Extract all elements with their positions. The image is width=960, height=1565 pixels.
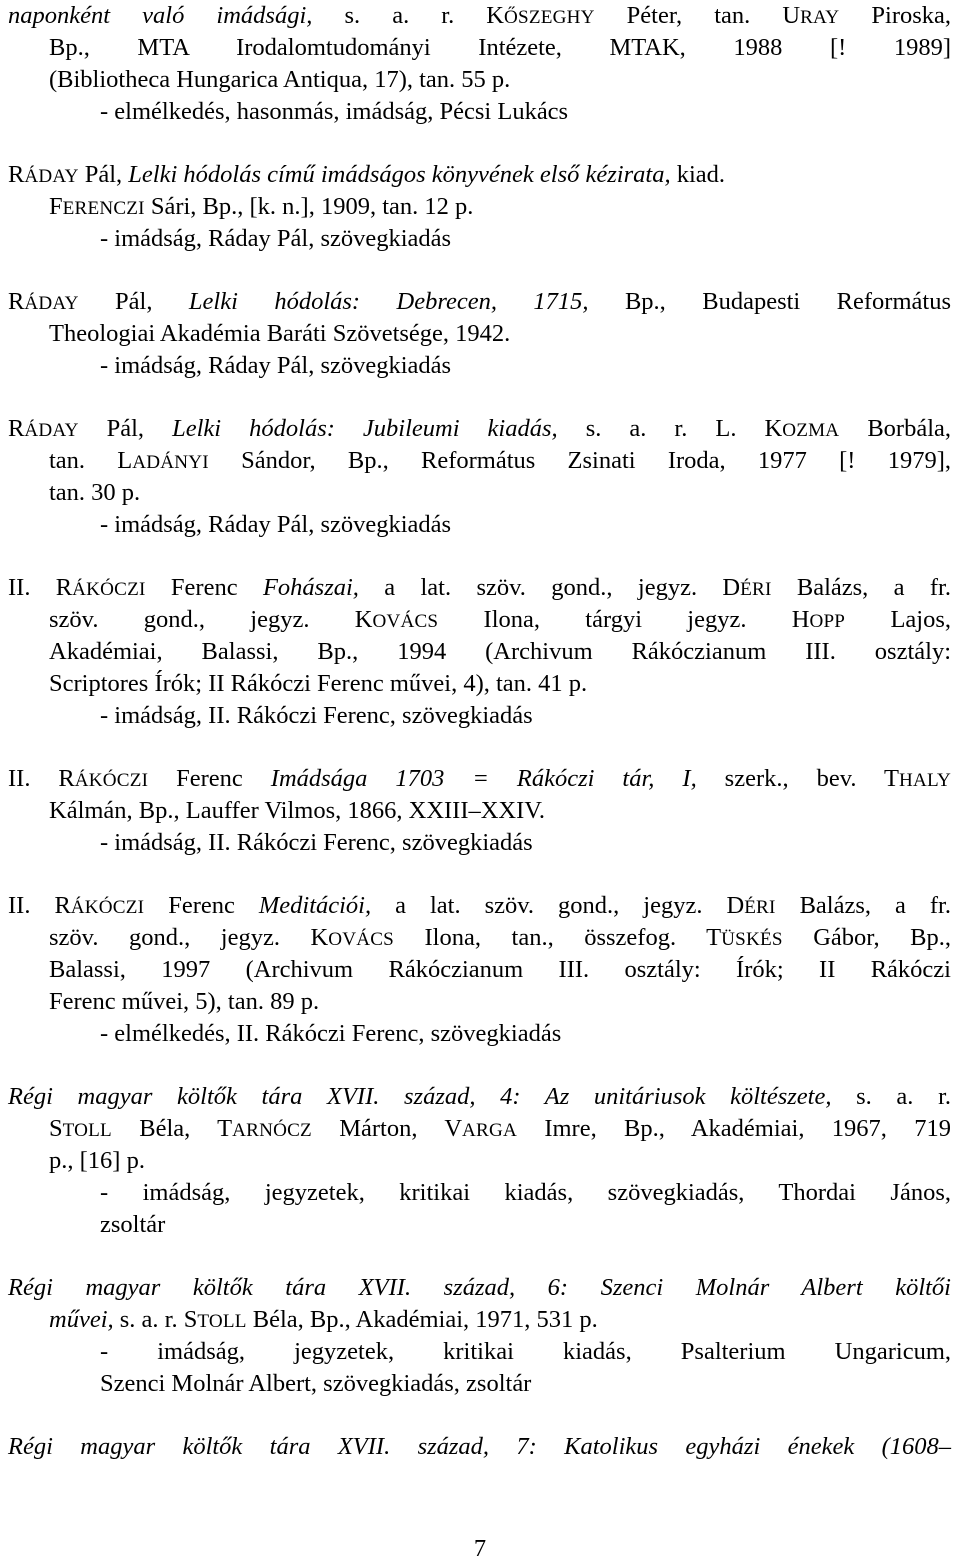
text-line (49, 477, 140, 509)
small-caps-name-run: ÜSKÉS (721, 929, 783, 950)
text-run: tan. L (49, 447, 133, 474)
small-caps-name-run: TOLL (62, 1120, 112, 1141)
text-run: - imádság, Ráday Pál, szövegkiadás (100, 352, 452, 379)
text-line (8, 159, 725, 193)
text-run: Ilona, tárgyi jegyz. H (438, 606, 810, 633)
text-line (49, 795, 545, 827)
italic-title-run: Fohászai, (262, 574, 359, 601)
italic-title-run: Régi magyar költők tára XVII. század, 7: Katolikus egyházi énekek (1608– (8, 1433, 951, 1460)
small-caps-name-run: ADÁNYI (132, 452, 209, 473)
text-line (49, 636, 951, 668)
text-line (100, 1177, 951, 1209)
small-caps-name-run: ÁDAY (24, 166, 79, 187)
text-line (49, 191, 473, 225)
italic-title-run: Régi magyar költők tára XVII. század, 6: Szenci Molnár Albert költői (8, 1274, 951, 1301)
text-run: Akadémiai, Balassi, Bp., 1994 (Archivum Rákóczianum III. osztály: (49, 638, 951, 665)
text-run: a lat. szöv. gond., jegyz. D (371, 892, 745, 919)
text-run: Sándor, Bp., Református Zsinati Iroda, 1977 [! 1979], (208, 447, 951, 474)
text-run: szöv. gond., jegyz. K (49, 606, 373, 633)
text-run: Theologiai Akadémia Baráti Szövetsége, 1942. (49, 320, 511, 347)
text-line (8, 763, 951, 797)
text-line (8, 0, 951, 34)
text-run: - elmélkedés, II. Rákóczi Ferenc, szövegkiadás (100, 1020, 562, 1047)
small-caps-name-run: ARNÓCZ (232, 1120, 312, 1141)
italic-title-run: Régi magyar költők tára XVII. század, 4: Az unitáriusok költészete, (8, 1083, 832, 1110)
text-run: - imádság, jegyzetek, kritikai kiadás, Psalterium Ungaricum, (100, 1338, 951, 1365)
text-run: - imádság, Ráday Pál, szövegkiadás (100, 225, 452, 252)
small-caps-name-run: ÁKÓCZI (70, 897, 145, 918)
text-run: Ferenc (145, 574, 263, 601)
text-line (100, 1018, 561, 1050)
small-caps-name-run: RAY (800, 7, 840, 28)
text-run: Ferenc (144, 892, 259, 919)
text-run: Balázs, a fr. (775, 892, 951, 919)
small-caps-name-run: ŐSZEGHY (504, 7, 595, 28)
small-caps-name-run: ÉRI (740, 579, 772, 600)
small-caps-name-run: OZMA (782, 420, 840, 441)
text-line (49, 922, 951, 956)
text-run: Kálmán, Bp., Lauffer Vilmos, 1866, XXIII–XXIV. (49, 797, 545, 824)
text-line (8, 1081, 951, 1113)
text-run: Borbála, (839, 415, 951, 442)
text-line (100, 350, 451, 382)
text-line (49, 668, 587, 700)
text-run: Pál, (78, 288, 189, 315)
text-line (100, 223, 451, 255)
text-run: Lajos, (845, 606, 951, 633)
text-line (49, 64, 510, 96)
text-line (49, 604, 951, 638)
text-line (100, 509, 451, 541)
text-line (49, 954, 951, 986)
italic-title-run: Lelki hódolás: Debrecen, 1715, (188, 288, 589, 315)
small-caps-name-run: ERENCZI (62, 198, 145, 219)
small-caps-name-run: ÁKÓCZI (72, 579, 146, 600)
text-run: Ilona, tan., összefog. T (393, 924, 722, 951)
small-caps-name-run: OVÁCS (372, 611, 439, 632)
text-run: szerk., bev. T (696, 765, 900, 792)
small-caps-name-run: HALY (899, 770, 951, 791)
text-run: - imádság, Ráday Pál, szövegkiadás (100, 511, 452, 538)
italic-title-run: Meditációi, (258, 892, 372, 919)
text-run: II. R (8, 892, 71, 919)
text-run: Pál, (78, 415, 173, 442)
italic-title-run: naponként való imádsági, (8, 2, 313, 29)
text-line (8, 286, 951, 320)
text-run: Scriptores Írók; II Rákóczi Ferenc művei, 4), tan. 41 p. (49, 670, 588, 697)
text-line (100, 96, 568, 128)
text-run: Bp., MTA Irodalomtudományi Intézete, MTAK, 1988 [! 1989] (49, 34, 951, 61)
small-caps-name-run: ÁDAY (24, 420, 79, 441)
small-caps-name-run: ÁKÓCZI (74, 770, 149, 791)
text-run: Gábor, Bp., (782, 924, 951, 951)
text-run: Piroska, (839, 2, 952, 29)
text-line (8, 572, 951, 606)
text-line (100, 827, 533, 859)
text-run: s. a. r. S (113, 1306, 198, 1333)
text-run: II. R (8, 574, 73, 601)
small-caps-name-run: OVÁCS (328, 929, 394, 950)
text-line (100, 1336, 951, 1368)
text-run: s. a. r. L. K (557, 415, 783, 442)
text-run: Béla, T (111, 1115, 233, 1142)
text-line (49, 986, 319, 1018)
text-run: R (8, 415, 25, 442)
text-run: kiad. (670, 161, 726, 188)
text-line (49, 1145, 145, 1177)
italic-title-run: Imádsága 1703 = Rákóczi tár, I, (270, 765, 697, 792)
text-run: - elmélkedés, hasonmás, imádság, Pécsi Lukács (100, 98, 569, 125)
text-run: II. R (8, 765, 75, 792)
text-run: a lat. szöv. gond., jegyz. D (358, 574, 741, 601)
text-run: Balázs, a fr. (771, 574, 951, 601)
text-line (49, 445, 951, 479)
text-line (8, 413, 951, 447)
text-line (8, 1431, 951, 1463)
small-caps-name-run: OPP (809, 611, 846, 632)
text-run: Ferenc (148, 765, 271, 792)
text-run: s. a. r. K (312, 2, 505, 29)
text-line (8, 890, 951, 924)
text-run: Balassi, 1997 (Archivum Rákóczianum III. osztály: Írók; II Rákóczi (49, 956, 951, 983)
text-run: Sári, Bp., [k. n.], 1909, tan. 12 p. (144, 193, 474, 220)
italic-title-run: Lelki hódolás című imádságos könyvének első kézirata, (128, 161, 671, 188)
text-run: F (49, 193, 63, 220)
text-run: Ferenc művei, 5), tan. 89 p. (49, 988, 320, 1015)
text-run: tan. 30 p. (49, 479, 141, 506)
text-run: Márton, V (311, 1115, 463, 1142)
text-run: Pál, (78, 161, 129, 188)
text-run: R (8, 288, 25, 315)
text-run: R (8, 161, 25, 188)
small-caps-name-run: TOLL (197, 1311, 247, 1332)
text-run: S (49, 1115, 63, 1142)
italic-title-run: Lelki hódolás: Jubileumi kiadás, (172, 415, 558, 442)
italic-title-run: művei, (49, 1306, 114, 1333)
text-run: Imre, Bp., Akadémiai, 1967, 719 (517, 1115, 951, 1142)
text-run: Szenci Molnár Albert, szövegkiadás, zsoltár (100, 1370, 532, 1397)
text-run: Béla, Bp., Akadémiai, 1971, 531 p. (246, 1306, 598, 1333)
small-caps-name-run: ÁDAY (24, 293, 79, 314)
text-run: zsoltár (100, 1211, 166, 1238)
text-run: Bp., Budapesti Református (588, 288, 951, 315)
text-run: (Bibliotheca Hungarica Antiqua, 17), tan. 55 p. (49, 66, 511, 93)
text-run: - imádság, II. Rákóczi Ferenc, szövegkiadás (100, 829, 533, 856)
text-run: Péter, tan. U (594, 2, 801, 29)
text-line (49, 1113, 951, 1147)
text-line (100, 700, 533, 732)
page-number: 7 (473, 1535, 487, 1562)
text-run: s. a. r. (831, 1083, 952, 1110)
text-line (49, 1304, 598, 1338)
small-caps-name-run: ÉRI (744, 897, 776, 918)
text-run: p., [16] p. (49, 1147, 145, 1174)
text-run: szöv. gond., jegyz. K (49, 924, 329, 951)
text-line (8, 1272, 951, 1304)
text-run: - imádság, jegyzetek, kritikai kiadás, szövegkiadás, Thordai János, (100, 1179, 951, 1206)
text-line (49, 318, 510, 350)
text-line (100, 1209, 165, 1241)
text-run: - imádság, II. Rákóczi Ferenc, szövegkiadás (100, 702, 533, 729)
small-caps-name-run: ARGA (462, 1120, 517, 1141)
text-line (49, 32, 951, 64)
text-line (100, 1368, 531, 1400)
